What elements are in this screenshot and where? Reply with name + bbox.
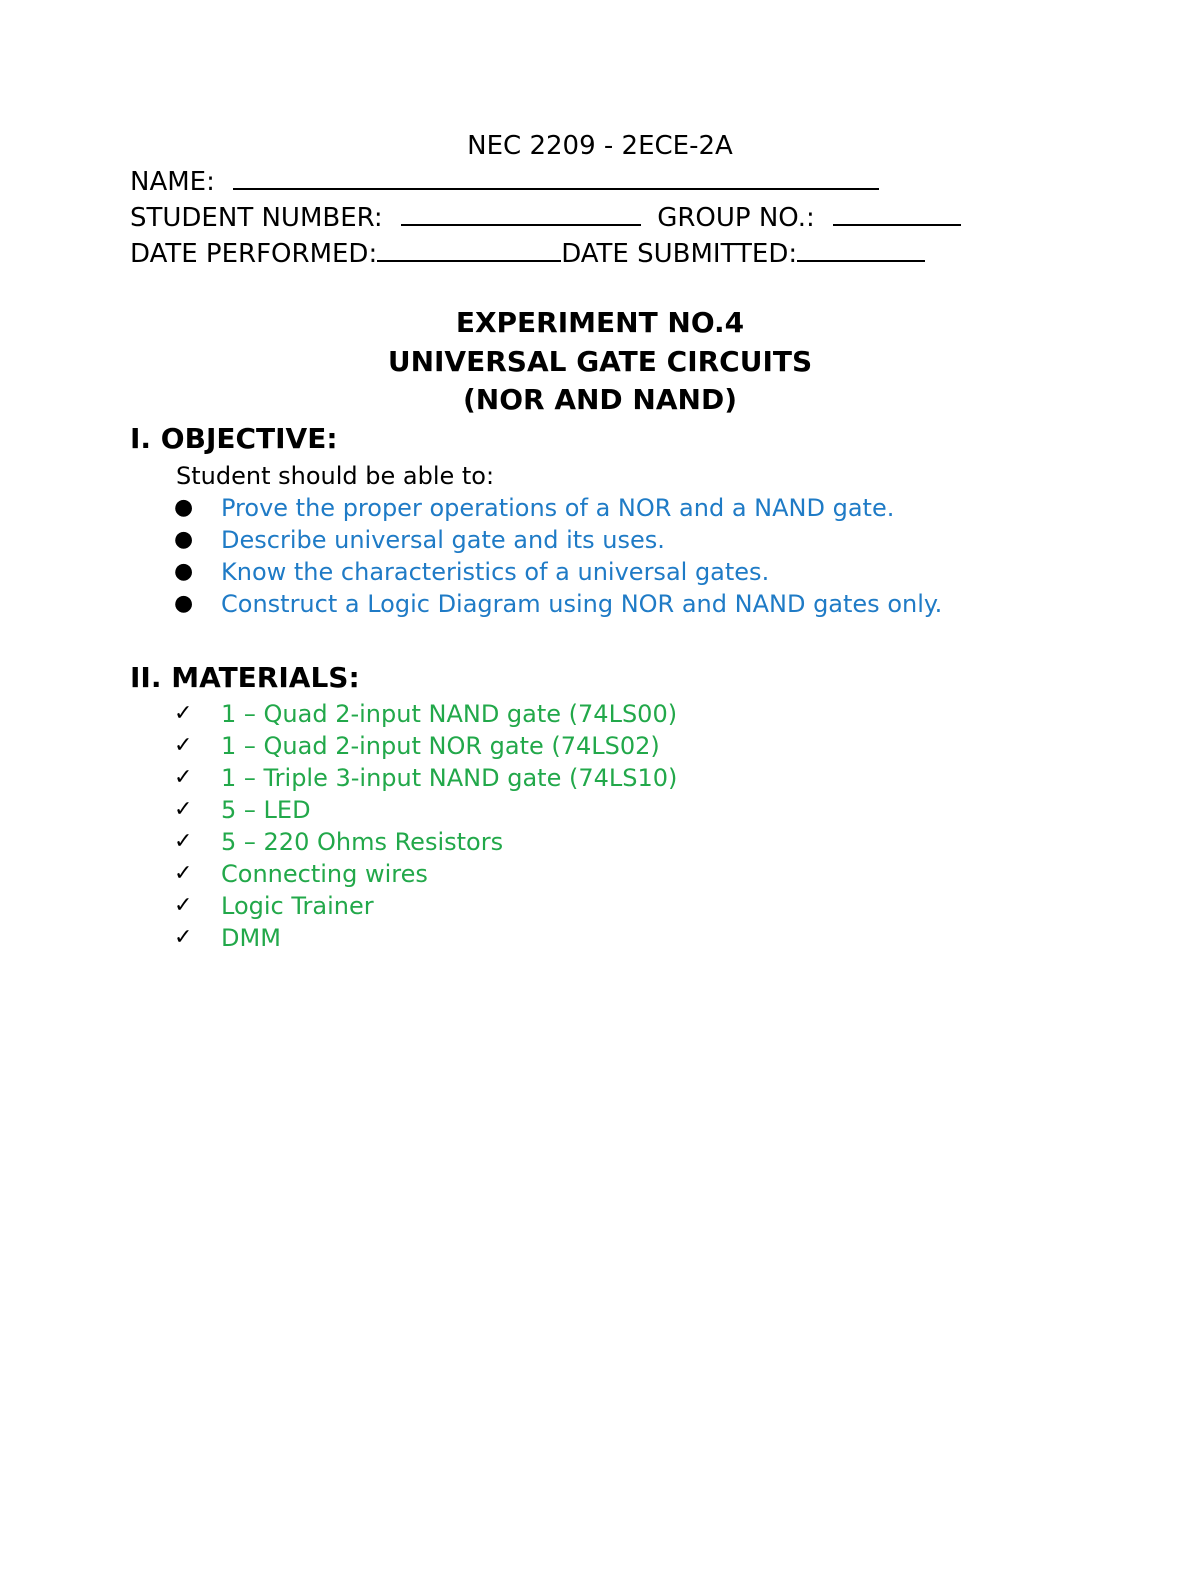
- list-item: [172, 794, 677, 826]
- material-text: 5 – 220 Ohms Resistors: [221, 828, 504, 856]
- checkmark-icon: ✓: [174, 701, 193, 726]
- list-item: [172, 922, 677, 954]
- list-item: [172, 762, 677, 794]
- objective-text: Prove the proper operations of a NOR and a NAND gate.: [221, 494, 895, 522]
- name-blank: [233, 164, 879, 190]
- list-item: [172, 588, 942, 620]
- name-field-row: [130, 164, 879, 200]
- list-item: [172, 730, 677, 762]
- checkmark-icon: ✓: [174, 893, 193, 918]
- list-item: [172, 556, 942, 588]
- experiment-title: [0, 304, 1200, 420]
- experiment-number: EXPERIMENT NO.4: [455, 306, 745, 339]
- date-row: [130, 236, 925, 272]
- checkmark-icon: ✓: [174, 829, 193, 854]
- list-item: [172, 698, 677, 730]
- bullet-icon: ●: [174, 559, 194, 584]
- bullet-icon: ●: [174, 495, 194, 520]
- objective-text: Construct a Logic Diagram using NOR and NAND gates only.: [221, 590, 943, 618]
- objective-heading: I. OBJECTIVE:: [130, 422, 338, 455]
- material-text: 5 – LED: [221, 796, 311, 824]
- material-text: 1 – Quad 2-input NAND gate (74LS00): [221, 700, 678, 728]
- bullet-icon: ●: [174, 591, 194, 616]
- checkmark-icon: ✓: [174, 765, 193, 790]
- student-number-row: [130, 200, 961, 236]
- experiment-subtitle: (NOR AND NAND): [462, 383, 737, 416]
- student-number-blank: [401, 200, 641, 226]
- material-text: Logic Trainer: [221, 892, 374, 920]
- material-text: 1 – Quad 2-input NOR gate (74LS02): [221, 732, 660, 760]
- material-text: DMM: [221, 924, 281, 952]
- checkmark-icon: ✓: [174, 733, 193, 758]
- objective-list: [172, 492, 942, 620]
- list-item: [172, 890, 677, 922]
- list-item: [172, 826, 677, 858]
- date-submitted-blank: [797, 236, 925, 262]
- checkmark-icon: ✓: [174, 797, 193, 822]
- experiment-name: UNIVERSAL GATE CIRCUITS: [387, 344, 813, 378]
- student-number-label: STUDENT NUMBER:: [130, 203, 383, 233]
- objective-text: Describe universal gate and its uses.: [221, 526, 665, 554]
- bullet-icon: ●: [174, 527, 194, 552]
- objective-intro: Student should be able to:: [176, 462, 495, 490]
- name-label: NAME:: [130, 167, 215, 197]
- course-code: NEC 2209 - 2ECE-2A: [467, 131, 733, 161]
- materials-list: [172, 698, 677, 954]
- list-item: [172, 524, 942, 556]
- material-text: Connecting wires: [221, 860, 428, 888]
- group-label: GROUP NO.:: [657, 203, 815, 233]
- materials-heading: II. MATERIALS:: [130, 661, 360, 694]
- list-item: [172, 858, 677, 890]
- group-blank: [833, 200, 961, 226]
- checkmark-icon: ✓: [174, 861, 193, 886]
- material-text: 1 – Triple 3-input NAND gate (74LS10): [221, 764, 678, 792]
- date-performed-blank: [377, 236, 561, 262]
- date-performed-label: DATE PERFORMED:: [130, 239, 378, 269]
- date-submitted-label: DATE SUBMITTED:: [561, 239, 798, 269]
- checkmark-icon: ✓: [174, 925, 193, 950]
- objective-text: Know the characteristics of a universal gates.: [221, 558, 770, 586]
- list-item: [172, 492, 942, 524]
